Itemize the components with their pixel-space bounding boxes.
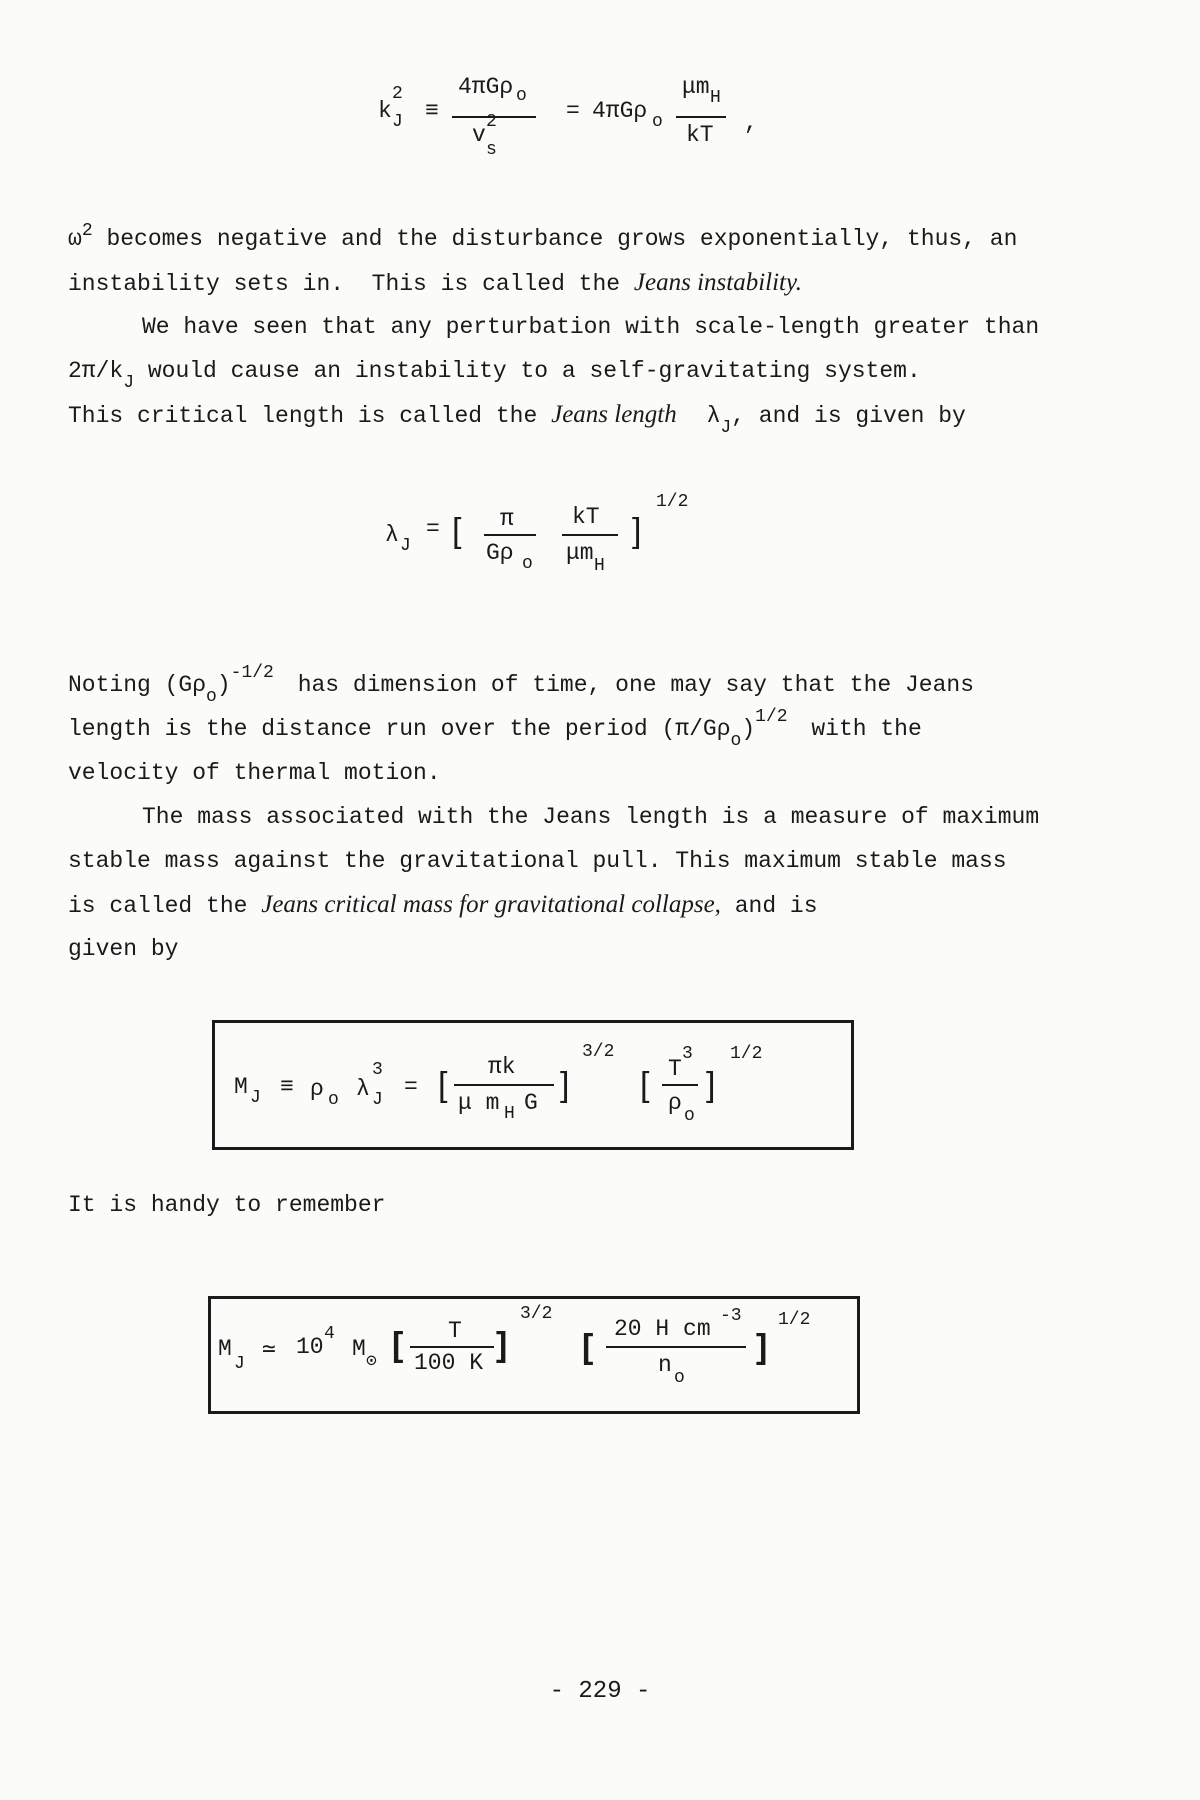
eq-mj2-den1: 100 K [414,1350,484,1376]
term-jeans-instability: Jeans instability. [633,269,802,296]
para2-line2 [68,356,921,393]
para3-line3: velocity of thermal motion. [68,760,441,786]
eq-mj1-pow2: 1/2 [730,1044,763,1064]
eq-lambda-right-bracket: ] [632,512,642,550]
eq-den1: v [472,122,486,148]
term-jeans-critical-mass: Jeans critical mass for gravitational collapse, [261,891,721,918]
term-jeans-length: Jeans length [551,401,677,428]
eq-mj2-rb1: ] [496,1326,508,1364]
eq-mj2-pow2: 1/2 [778,1310,811,1330]
para1-line1 [68,221,1018,256]
eq-lambda-equals: = [426,516,440,542]
eq-k: k [378,98,392,124]
eq-mj1-lambda: λ [356,1076,370,1102]
eq-mj1-M-sub: J [250,1088,261,1108]
para4-line3-text: is called the [68,893,262,919]
eq-mj2-lb2: [ [582,1328,594,1366]
omega-sup: 2 [81,221,93,241]
eq-mj1-rb2: ] [706,1066,716,1104]
para3-line2-text: length is the distance run over the period (π/Gρ [68,716,731,742]
eq-mj2-ten: 10 [296,1334,324,1360]
eq-lambda-num1: π [500,506,514,532]
sun-symbol-icon: ⊙ [366,1352,377,1372]
para1-line2-text: instability sets in. This is called the [68,271,634,297]
eq-mj1-den1-sub: H [504,1104,515,1124]
eq-num2-sub: H [710,88,721,108]
eq-lambda-left-bracket: [ [452,512,462,550]
para3-line1-text: has dimension of time, one may say that the Jeans [297,672,974,698]
remember-line: It is handy to remember [68,1192,386,1218]
eq-frac-bar-2 [676,116,726,118]
k-sub-j: J [123,373,135,393]
eq-lambda-sub: J [400,536,411,556]
eq-mj1-rho: ρ [310,1076,324,1102]
eq-mj1-den2: ρ [668,1090,682,1116]
eq-mj2-Msun: M [352,1336,366,1362]
eq-mj1-den1-G: G [524,1090,538,1116]
eq-mid-sub: o [652,112,663,132]
eq-mj2-M: M [218,1336,232,1362]
para3-line1 [68,663,974,707]
eq-mj2-num2-sup: -3 [720,1306,742,1326]
eq-lambda-bar1 [484,534,536,536]
para2-line3 [68,400,966,438]
para3-line2 [68,707,922,751]
eq-num1-sub: o [516,86,527,106]
eq-lambda-den1: Gρ [486,540,514,566]
para2-line3-text: This critical length is called the [68,403,552,429]
para3-gp-sub: o [206,687,217,707]
eq-mj1-den2-sub: o [684,1106,695,1126]
para3-paren: ) [216,672,231,698]
para3-line2-power: 1/2 [755,707,788,727]
eq-mj1-num2: T [668,1056,682,1082]
eq-lambda-den2: μm [566,540,594,566]
eq-den2: kT [686,122,714,148]
eq-mj1-lambda-sub: J [372,1090,383,1110]
eq-lambda: λ [385,522,399,548]
eq-mj2-M-sub: J [234,1354,245,1374]
eq-mj1-rb1: ] [560,1066,570,1104]
eq-lambda-num2: kT [572,504,600,530]
eq-mj2-bar2 [606,1346,746,1348]
para3-line2-end: with the [811,716,922,742]
eq-num2: μm [682,74,710,100]
eq-mj2-ten-sup: 4 [324,1324,335,1344]
eq-mj1-rho-sub: o [328,1090,339,1110]
eq-mj2-bar1 [410,1346,494,1348]
eq-mj2-den2: n [658,1352,672,1378]
eq-mj1-num1: πk [488,1054,516,1080]
eq-equals: = [566,98,580,124]
para2-line1: We have seen that any perturbation with scale-length greater than [142,314,1040,340]
eq-mj1-lb1: [ [438,1066,448,1104]
eq-mj1-equals: = [404,1074,418,1100]
two-pi-over-k: 2π/k [68,358,124,384]
lambda-symbol: λ [706,403,721,429]
eq-k-sub: J [392,112,403,132]
para2-line2-text: would cause an instability to a self-gravitating system. [134,358,921,384]
omega-symbol: ω [68,226,82,252]
eq-mj1-lambda-sup: 3 [372,1060,383,1080]
eq-den1-sub: s [486,140,497,160]
lambda-sub: J [720,418,732,438]
para3-power: -1/2 [230,663,274,683]
eq-mj1-den1: μ m [458,1090,500,1116]
eq-comma: , [744,110,758,136]
para4-line3 [68,890,818,921]
eq-mj1-equiv: ≡ [280,1074,294,1100]
eq-num1: 4πGρ [458,74,514,100]
para2-line3-end: , and is given by [731,403,966,429]
eq-mj1-lb2: [ [640,1066,650,1104]
para3-line2-sub: o [730,731,742,751]
eq-mj2-lb1: [ [392,1326,404,1364]
eq-mj2-approx: ≃ [262,1337,276,1363]
eq-lambda-den2-sub: H [594,556,605,576]
eq-mj1-bar2 [662,1084,698,1086]
eq-mj1-pow1: 3/2 [582,1042,615,1062]
eq-den1-sup: 2 [486,112,497,132]
para3-line2-paren: ) [741,716,756,742]
eq-mj1-bar1 [454,1084,554,1086]
eq-mj2-num2: 20 H cm [614,1316,711,1342]
para4-line1: The mass associated with the Jeans length is a measure of maximum [142,804,1040,830]
page-number: - 229 - [549,1678,651,1705]
para4-line4: given by [68,936,179,962]
eq-mj2-pow1: 3/2 [520,1304,553,1324]
eq-mid: 4πGρ [592,98,648,124]
eq-mj2-den2-sub: o [674,1368,685,1388]
eq-mj1-M: M [234,1074,248,1100]
para1-line2 [68,268,802,299]
eq-mj2-rb2: ] [756,1328,768,1366]
para4-line2: stable mass against the gravitational pull. This maximum stable mass [68,848,1007,874]
eq-k-sup: 2 [392,84,403,104]
para4-line3-end: and is [720,893,818,919]
eq-lambda-power: 1/2 [656,492,689,512]
para1-line1-text: becomes negative and the disturbance grows exponentially, thus, an [106,226,1018,252]
eq-mj1-num2-sup: 3 [682,1044,693,1064]
eq-equiv: ≡ [425,98,439,124]
eq-lambda-bar2 [562,534,618,536]
para3-gp: Noting (Gρ [68,672,207,698]
eq-lambda-den1-sub: o [522,554,533,574]
eq-mj2-num1: T [448,1318,462,1344]
